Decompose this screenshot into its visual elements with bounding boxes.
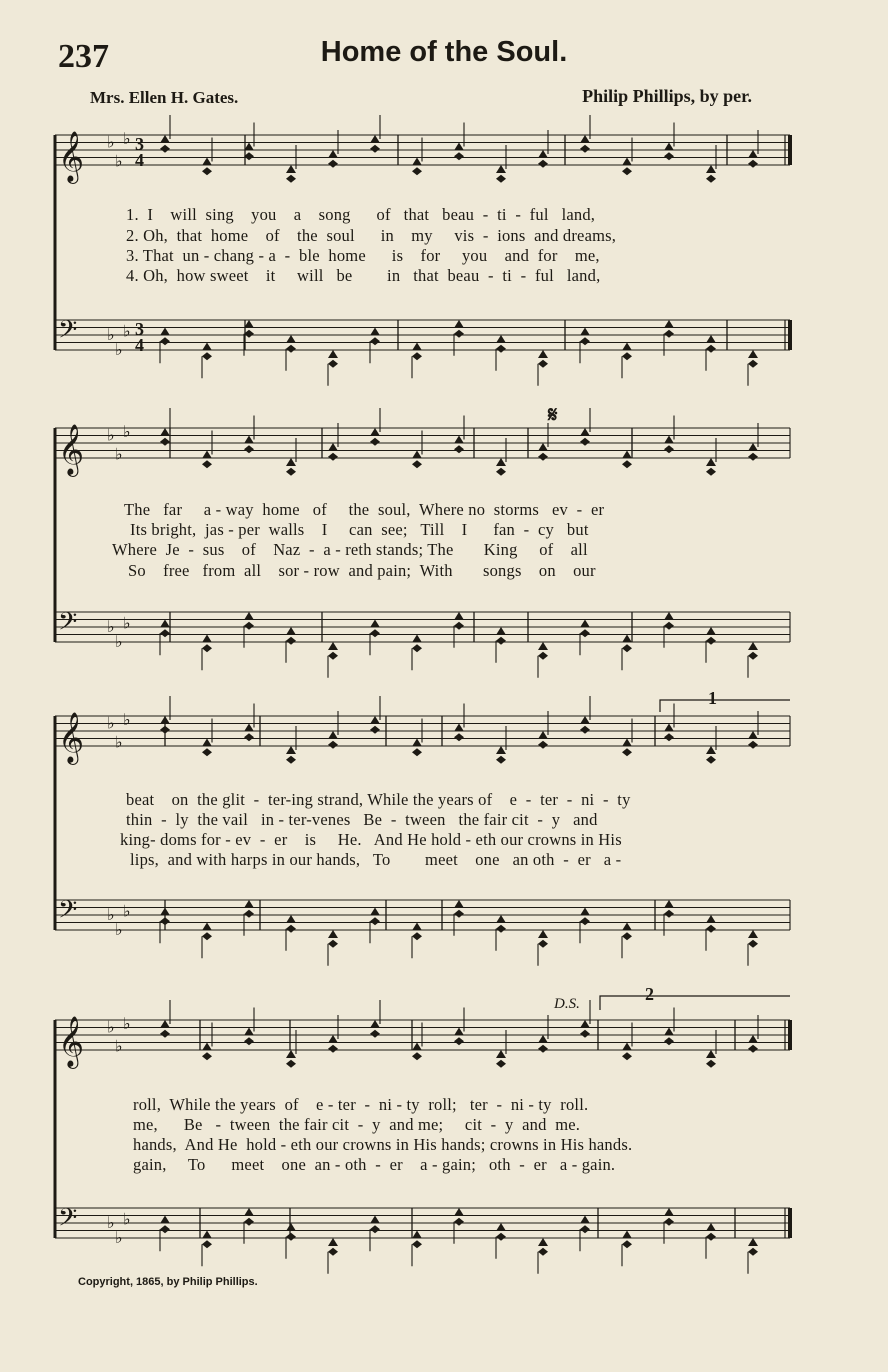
bass-note — [664, 330, 674, 338]
treble-note — [244, 445, 254, 453]
treble-note — [580, 428, 590, 436]
lyric-line: me, Be - tween the fair cit - y and me; cit - y and me. — [133, 1115, 581, 1134]
bass-note — [286, 335, 296, 343]
treble-note — [664, 445, 674, 453]
treble-note — [538, 1045, 548, 1053]
treble-note — [496, 746, 506, 754]
treble-note — [160, 716, 170, 724]
bass-note — [706, 925, 716, 933]
bass-note — [664, 900, 674, 908]
key-signature-flat: ♭ — [107, 1017, 115, 1037]
bass-note — [454, 900, 464, 908]
bass-note — [748, 930, 758, 938]
bass-note — [538, 930, 548, 938]
treble-note — [160, 145, 170, 153]
ds-marking: D.S. — [554, 996, 580, 1012]
treble-note — [370, 716, 380, 724]
treble-note — [454, 152, 464, 160]
time-signature-top: 3 — [135, 134, 144, 154]
lyric-line: thin - ly the vail in - ter-venes Be - tween the fair cit - y and — [126, 810, 598, 829]
treble-note — [370, 428, 380, 436]
lyric-line: gain, To meet one an - oth - er a - gain; oth - er a - gain. — [133, 1155, 616, 1174]
key-signature-flat: ♭ — [123, 709, 131, 729]
bass-note — [328, 930, 338, 938]
treble-note — [496, 1050, 506, 1058]
treble-note — [706, 458, 716, 466]
treble-note — [286, 1060, 296, 1068]
bass-note — [370, 1216, 380, 1224]
treble-note — [622, 1052, 632, 1060]
treble-note — [286, 175, 296, 183]
bass-note — [202, 1231, 212, 1239]
bass-note — [664, 1218, 674, 1226]
bass-note — [202, 343, 212, 351]
lyric-line: 2. Oh, that home of the soul in my vis - ions and dreams, — [126, 226, 617, 245]
bass-note — [622, 1231, 632, 1239]
treble-note — [244, 724, 254, 732]
treble-note — [580, 145, 590, 153]
treble-note — [454, 1037, 464, 1045]
bass-note — [496, 1233, 506, 1241]
bass-note — [328, 940, 338, 948]
treble-note — [328, 731, 338, 739]
treble-note — [538, 453, 548, 461]
treble-note — [622, 748, 632, 756]
lyric-line: So free from all sor - row and pain; With songs on our — [128, 561, 596, 580]
bass-note — [328, 360, 338, 368]
treble-note — [664, 724, 674, 732]
bass-note — [580, 1216, 590, 1224]
hymn-number: 237 — [58, 38, 109, 75]
treble-clef: 𝄞 — [58, 1016, 85, 1067]
treble-note — [706, 175, 716, 183]
bass-note — [412, 352, 422, 360]
bass-note — [454, 910, 464, 918]
key-signature-flat: ♭ — [107, 713, 115, 733]
bass-note — [160, 620, 170, 628]
treble-note — [622, 451, 632, 459]
treble-note — [412, 1052, 422, 1060]
key-signature-flat: ♭ — [115, 340, 123, 359]
treble-note — [328, 453, 338, 461]
bass-note — [286, 1233, 296, 1241]
treble-note — [328, 443, 338, 451]
lyric-line: Its bright, jas - per walls I can see; Till I fan - cy but — [130, 520, 589, 539]
key-signature-flat: ♭ — [115, 1228, 123, 1247]
bass-note — [244, 910, 254, 918]
time-signature-bottom: 4 — [135, 150, 144, 170]
key-signature-flat: ♭ — [123, 128, 131, 148]
copyright-notice: Copyright, 1865, by Philip Phillips. — [78, 1276, 258, 1288]
bass-clef: 𝄢 — [58, 315, 78, 351]
key-signature-flat: ♭ — [107, 905, 115, 924]
lyric-line: 1. I will sing you a song of that beau - ti - ful land, — [126, 205, 596, 224]
treble-note — [580, 438, 590, 446]
treble-note — [202, 739, 212, 747]
bass-note — [538, 940, 548, 948]
bass-note — [538, 1248, 548, 1256]
treble-note — [748, 150, 758, 158]
second-ending-bracket — [600, 996, 790, 1010]
treble-note — [496, 165, 506, 173]
treble-note — [286, 756, 296, 764]
treble-note — [706, 165, 716, 173]
bass-note — [748, 1248, 758, 1256]
key-signature-flat: ♭ — [123, 421, 131, 441]
treble-note — [160, 726, 170, 734]
bass-note — [622, 635, 632, 643]
treble-note — [454, 143, 464, 151]
bass-note — [496, 627, 506, 635]
bass-note — [370, 328, 380, 336]
treble-note — [748, 731, 758, 739]
bass-note — [580, 1225, 590, 1233]
treble-note — [454, 1028, 464, 1036]
bass-note — [706, 345, 716, 353]
bass-note — [664, 622, 674, 630]
treble-note — [664, 152, 674, 160]
bass-note — [244, 622, 254, 630]
treble-note — [244, 1037, 254, 1045]
bass-clef: 𝄢 — [58, 607, 78, 643]
bass-note — [706, 1223, 716, 1231]
treble-note — [286, 458, 296, 466]
first-ending-bracket — [660, 700, 790, 712]
bass-note — [496, 925, 506, 933]
treble-note — [412, 1043, 422, 1051]
key-signature-flat: ♭ — [115, 444, 123, 464]
bass-note — [454, 1208, 464, 1216]
bass-note — [370, 1225, 380, 1233]
treble-note — [748, 1035, 758, 1043]
key-signature-flat: ♭ — [123, 1209, 131, 1229]
treble-note — [412, 748, 422, 756]
bass-note — [160, 917, 170, 925]
bass-note — [622, 932, 632, 940]
bass-note — [202, 644, 212, 652]
bass-note — [412, 932, 422, 940]
treble-note — [538, 731, 548, 739]
treble-note — [454, 445, 464, 453]
treble-note — [538, 741, 548, 749]
treble-note — [664, 1028, 674, 1036]
bass-note — [370, 629, 380, 637]
treble-clef: 𝄞 — [58, 424, 85, 475]
bass-note — [412, 635, 422, 643]
bass-note — [454, 1218, 464, 1226]
treble-note — [286, 1050, 296, 1058]
hymn-composer: Philip Phillips, by per. — [582, 86, 752, 106]
treble-note — [706, 746, 716, 754]
treble-note — [202, 158, 212, 166]
bass-note — [160, 629, 170, 637]
treble-note — [706, 468, 716, 476]
bass-note — [286, 345, 296, 353]
bass-note — [286, 627, 296, 635]
bass-note — [202, 932, 212, 940]
bass-note — [622, 352, 632, 360]
lyric-line: 4. Oh, how sweet it will be in that beau - ti - ful land, — [126, 266, 601, 285]
treble-note — [454, 436, 464, 444]
bass-note — [160, 328, 170, 336]
treble-note — [454, 724, 464, 732]
treble-note — [622, 167, 632, 175]
treble-note — [496, 175, 506, 183]
bass-note — [202, 635, 212, 643]
treble-note — [370, 1030, 380, 1038]
bass-note — [580, 629, 590, 637]
treble-note — [664, 1037, 674, 1045]
lyric-line: Where Je - sus of Naz - a - reth stands; The King of all — [112, 540, 588, 559]
key-signature-flat: ♭ — [107, 617, 115, 636]
bass-note — [496, 915, 506, 923]
bass-note — [538, 1238, 548, 1246]
bass-note — [454, 320, 464, 328]
bass-note — [328, 1248, 338, 1256]
bass-note — [202, 1240, 212, 1248]
treble-note — [202, 451, 212, 459]
bass-clef: 𝄢 — [58, 895, 78, 931]
bass-note — [496, 637, 506, 645]
treble-note — [328, 741, 338, 749]
treble-note — [580, 135, 590, 143]
bass-note — [412, 1240, 422, 1248]
key-signature-flat: ♭ — [107, 425, 115, 445]
treble-note — [202, 167, 212, 175]
bass-note — [328, 642, 338, 650]
treble-note — [412, 451, 422, 459]
key-signature-flat: ♭ — [115, 732, 123, 752]
treble-note — [286, 746, 296, 754]
treble-note — [664, 733, 674, 741]
treble-note — [496, 1060, 506, 1068]
treble-note — [622, 739, 632, 747]
bass-note — [412, 1231, 422, 1239]
treble-note — [706, 1060, 716, 1068]
treble-note — [580, 1030, 590, 1038]
first-ending-number: 1 — [708, 688, 717, 708]
bass-note — [454, 612, 464, 620]
bass-note — [580, 337, 590, 345]
treble-note — [160, 428, 170, 436]
treble-note — [454, 733, 464, 741]
lyric-line: 3. That un - chang - a - ble home is for you and for me, — [126, 246, 600, 265]
treble-note — [160, 438, 170, 446]
treble-note — [286, 165, 296, 173]
bass-note — [538, 642, 548, 650]
key-signature-flat: ♭ — [123, 321, 131, 341]
treble-note — [580, 726, 590, 734]
lyric-line: hands, And He hold - eth our crowns in His hands; crowns in His hands. — [133, 1135, 633, 1154]
bass-note — [664, 612, 674, 620]
bass-note — [244, 1218, 254, 1226]
bass-note — [412, 343, 422, 351]
bass-note — [748, 360, 758, 368]
lyric-line: lips, and with harps in our hands, To meet one an oth - er a - — [130, 850, 622, 869]
treble-note — [328, 160, 338, 168]
bass-clef: 𝄢 — [58, 1203, 78, 1239]
bass-note — [370, 908, 380, 916]
bass-note — [748, 652, 758, 660]
treble-note — [538, 1035, 548, 1043]
bass-note — [244, 1208, 254, 1216]
treble-note — [370, 726, 380, 734]
bass-note — [412, 923, 422, 931]
treble-note — [622, 158, 632, 166]
treble-note — [328, 1045, 338, 1053]
treble-note — [664, 143, 674, 151]
treble-note — [160, 1030, 170, 1038]
key-signature-flat: ♭ — [115, 920, 123, 939]
bass-note — [622, 923, 632, 931]
treble-note — [622, 1043, 632, 1051]
bass-note — [664, 910, 674, 918]
bass-note — [706, 335, 716, 343]
bass-note — [706, 915, 716, 923]
key-signature-flat: ♭ — [123, 613, 131, 633]
bass-note — [664, 320, 674, 328]
treble-note — [412, 739, 422, 747]
treble-note — [202, 460, 212, 468]
treble-note — [496, 458, 506, 466]
treble-note — [160, 1020, 170, 1028]
bass-note — [160, 1216, 170, 1224]
treble-note — [622, 460, 632, 468]
bass-note — [706, 637, 716, 645]
lyric-line: beat on the glit - ter-ing strand, While the years of e - ter - ni - ty — [126, 790, 631, 809]
bass-note — [706, 627, 716, 635]
bass-note — [538, 360, 548, 368]
bass-note — [496, 335, 506, 343]
bass-note — [580, 620, 590, 628]
hymn-author: Mrs. Ellen H. Gates. — [90, 88, 239, 107]
bass-note — [160, 1225, 170, 1233]
treble-note — [244, 1028, 254, 1036]
key-signature-flat: ♭ — [123, 1013, 131, 1033]
treble-note — [538, 443, 548, 451]
key-signature-flat: ♭ — [107, 325, 115, 344]
treble-note — [748, 443, 758, 451]
bass-note — [202, 352, 212, 360]
bass-note — [538, 652, 548, 660]
bass-note — [580, 328, 590, 336]
bass-note — [328, 350, 338, 358]
bass-note — [328, 652, 338, 660]
bass-note — [538, 350, 548, 358]
bass-note — [370, 917, 380, 925]
bass-note — [286, 925, 296, 933]
segno-sign: 𝄋 — [548, 402, 558, 427]
bass-note — [454, 330, 464, 338]
bass-note — [244, 900, 254, 908]
bass-note — [748, 1238, 758, 1246]
treble-note — [748, 741, 758, 749]
key-signature-flat: ♭ — [115, 1036, 123, 1056]
bass-note — [622, 343, 632, 351]
bass-note — [328, 1238, 338, 1246]
key-signature-flat: ♭ — [107, 132, 115, 152]
bass-note — [748, 350, 758, 358]
treble-note — [748, 453, 758, 461]
bass-note — [580, 908, 590, 916]
treble-note — [748, 1045, 758, 1053]
lyric-line: roll, While the years of e - ter - ni - ty roll; ter - ni - ty roll. — [133, 1095, 589, 1114]
treble-note — [412, 158, 422, 166]
key-signature-flat: ♭ — [123, 901, 131, 921]
key-signature-flat: ♭ — [115, 632, 123, 651]
treble-clef: 𝄞 — [58, 712, 85, 763]
hymn-title: Home of the Soul. — [320, 36, 568, 68]
key-signature-flat: ♭ — [115, 151, 123, 171]
lyric-line: king- doms for - ev - er is He. And He hold - eth our crowns in His — [120, 830, 622, 849]
treble-clef: 𝄞 — [58, 131, 85, 182]
bass-note — [412, 644, 422, 652]
treble-note — [244, 733, 254, 741]
bass-note — [286, 1223, 296, 1231]
bass-note — [160, 908, 170, 916]
treble-note — [748, 160, 758, 168]
treble-note — [370, 438, 380, 446]
bass-note — [622, 644, 632, 652]
treble-note — [370, 145, 380, 153]
bass-note — [706, 1233, 716, 1241]
time-signature-bottom: 4 — [135, 335, 144, 355]
bass-note — [202, 923, 212, 931]
bass-note — [496, 1223, 506, 1231]
treble-note — [202, 748, 212, 756]
bass-note — [496, 345, 506, 353]
treble-note — [538, 160, 548, 168]
treble-note — [664, 436, 674, 444]
bass-note — [286, 637, 296, 645]
bass-note — [748, 940, 758, 948]
treble-note — [412, 167, 422, 175]
bass-note — [244, 612, 254, 620]
bass-note — [622, 1240, 632, 1248]
treble-note — [496, 756, 506, 764]
treble-note — [412, 460, 422, 468]
treble-note — [370, 135, 380, 143]
treble-note — [706, 1050, 716, 1058]
treble-note — [580, 716, 590, 724]
treble-note — [328, 150, 338, 158]
bass-note — [580, 917, 590, 925]
bass-note — [370, 337, 380, 345]
time-signature-top: 3 — [135, 319, 144, 339]
treble-note — [580, 1020, 590, 1028]
treble-note — [202, 1043, 212, 1051]
treble-note — [706, 756, 716, 764]
bass-note — [454, 622, 464, 630]
second-ending-number: 2 — [645, 984, 654, 1004]
lyric-line: The far a - way home of the soul, Where no storms ev - er — [124, 500, 605, 519]
treble-note — [244, 436, 254, 444]
treble-note — [496, 468, 506, 476]
treble-note — [202, 1052, 212, 1060]
treble-note — [370, 1020, 380, 1028]
bass-note — [286, 915, 296, 923]
bass-note — [664, 1208, 674, 1216]
treble-note — [538, 150, 548, 158]
bass-note — [370, 620, 380, 628]
treble-note — [328, 1035, 338, 1043]
bass-note — [748, 642, 758, 650]
treble-note — [286, 468, 296, 476]
key-signature-flat: ♭ — [107, 1213, 115, 1232]
bass-note — [160, 337, 170, 345]
treble-note — [160, 135, 170, 143]
